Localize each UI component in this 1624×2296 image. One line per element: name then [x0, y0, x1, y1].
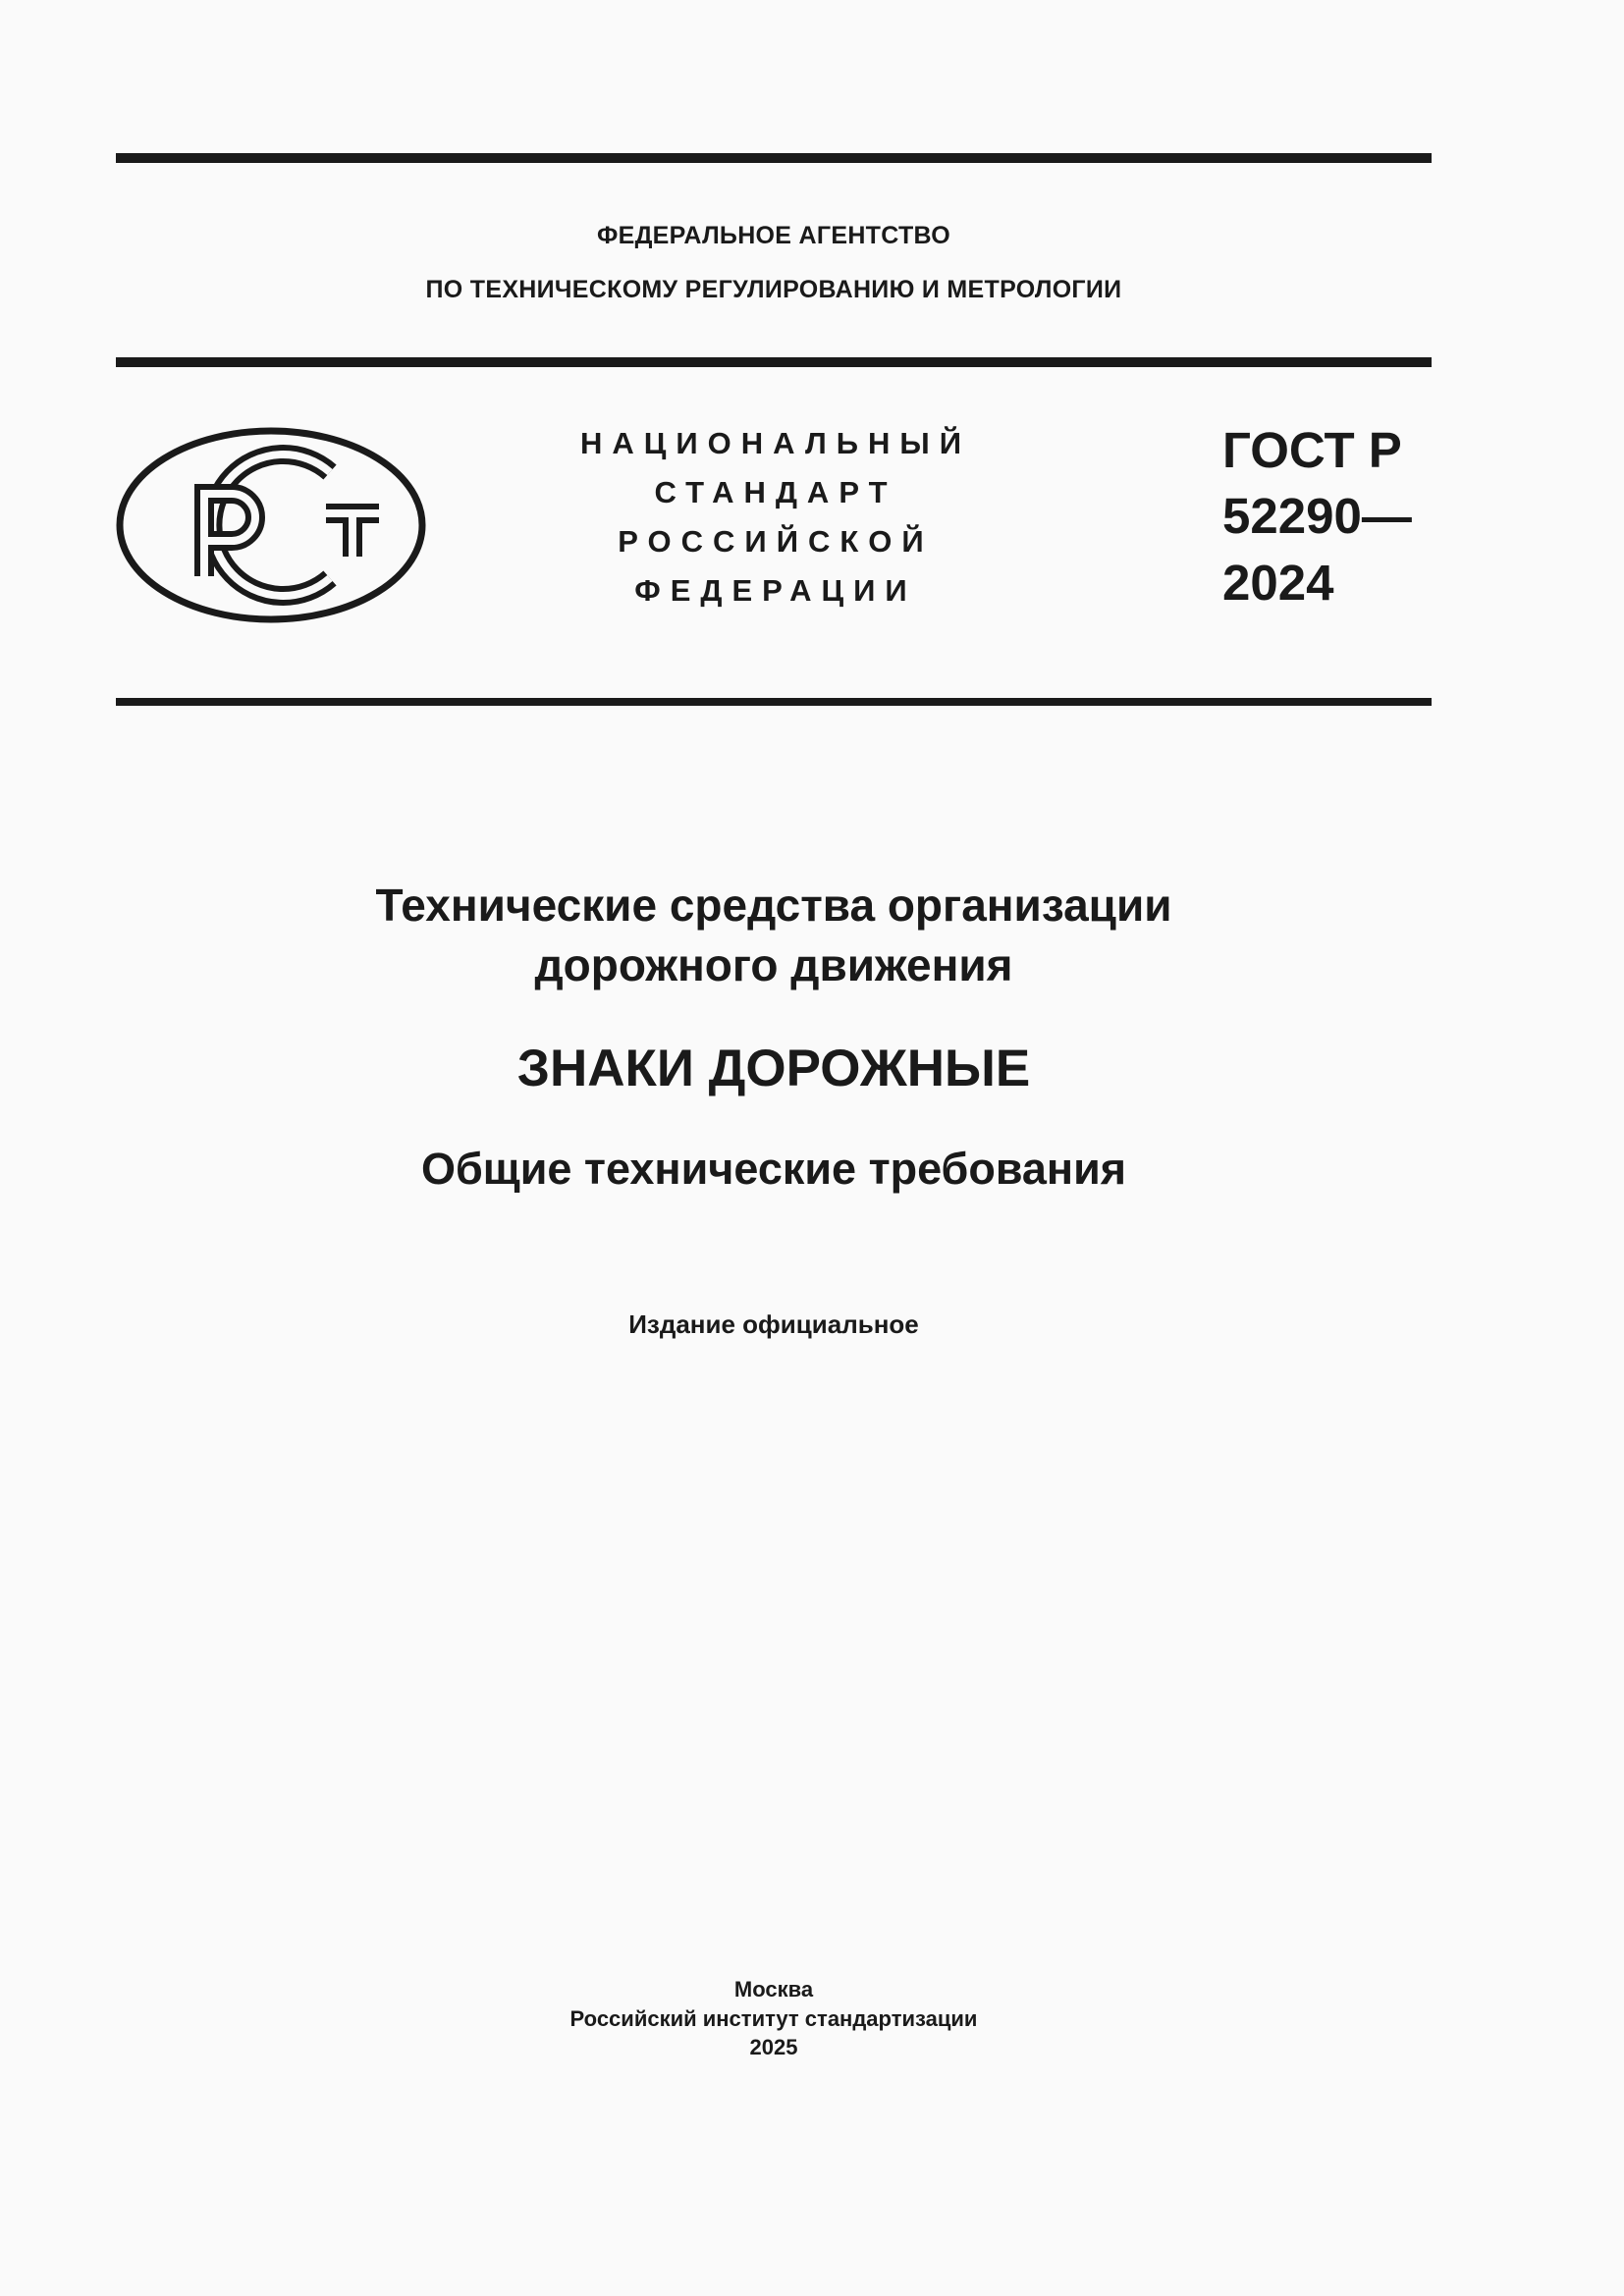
document-title-line-1: Технические средства организации — [375, 880, 1172, 931]
imprint-year: 2025 — [749, 2035, 798, 2059]
document-subtitle: Общие технические требования — [420, 1144, 1127, 1194]
agency-name-line-2: ПО ТЕХНИЧЕСКОМУ РЕГУЛИРОВАНИЮ И МЕТРОЛОГИИ — [425, 276, 1122, 303]
document-title-line-2: дорожного движения — [534, 939, 1013, 990]
standard-designation-line-1: ГОСТ Р — [1222, 422, 1402, 478]
national-standard-line-3: РОССИЙСКОЙ — [618, 524, 934, 559]
imprint-publisher: Российский институт стандартизации — [569, 2006, 978, 2031]
standard-designation-line-2: 52290— — [1222, 488, 1412, 544]
imprint-city: Москва — [733, 1977, 814, 2002]
national-standard-line-4: ФЕДЕРАЦИИ — [634, 573, 917, 608]
top-rule — [116, 153, 1432, 163]
agency-name-line-1: ФЕДЕРАЛЬНОЕ АГЕНТСТВО — [596, 222, 951, 249]
edition-label: Издание официальное — [628, 1309, 919, 1339]
middle-rule — [116, 357, 1432, 367]
national-standard-line-1: НАЦИОНАЛЬНЫЙ — [579, 426, 972, 460]
bottom-rule — [116, 698, 1432, 706]
national-standard-line-2: СТАНДАРТ — [654, 475, 897, 509]
standard-designation-line-3: 2024 — [1222, 555, 1334, 611]
rst-certification-mark-icon — [116, 427, 426, 623]
document-main-title: ЗНАКИ ДОРОЖНЫЕ — [516, 1040, 1031, 1097]
